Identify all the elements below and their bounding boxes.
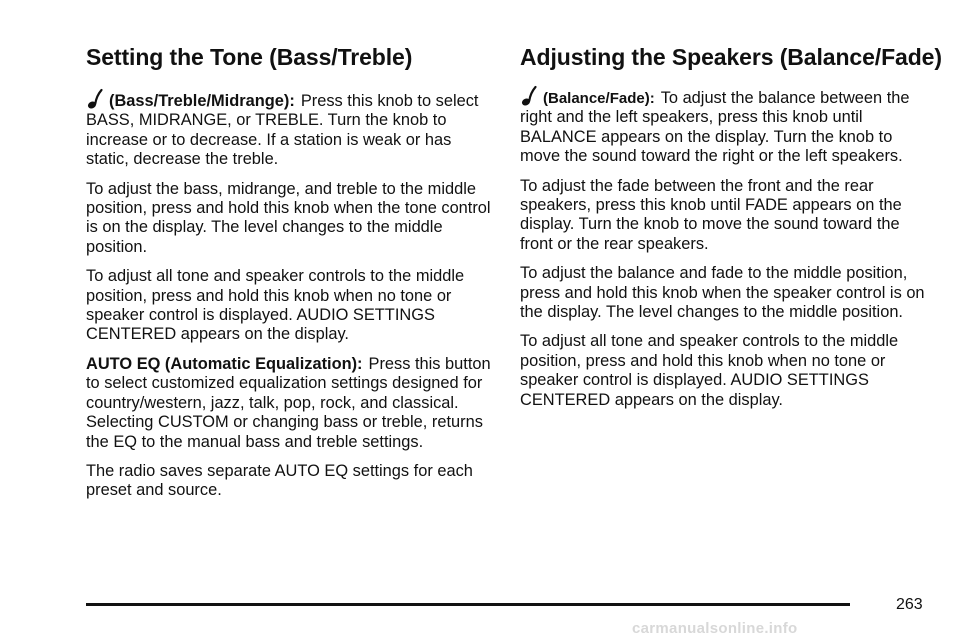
- paragraph-lead: (Balance/Fade):: [543, 90, 655, 107]
- paragraph-balance-fade: [520, 85, 925, 167]
- section-heading-speakers: Adjusting the Speakers (Balance/Fade): [520, 44, 942, 70]
- paragraph-balance-middle: To adjust the balance and fade to the middle position, press and hold this knob when the speaker control is on the display. The level changes to the middle position.: [520, 264, 925, 322]
- paragraph-adjust-all: To adjust all tone and speaker controls to the middle position, press and hold this knob when no tone or speaker control is displayed. AUDIO SETTINGS CENTERED appears on the display.: [520, 332, 899, 409]
- tone-knob-icon: [86, 88, 104, 110]
- paragraph-text: Press this knob to select BASS, MIDRANGE, or TREBLE. Turn the knob to increase or to decrease. If a station is weak or has static, decrease the treble.: [86, 92, 479, 169]
- paragraph-lead: (Bass/Treble/Midrange):: [109, 92, 295, 110]
- left-body: [86, 88, 496, 511]
- paragraph-lead: AUTO EQ (Automatic Equalization):: [86, 354, 363, 373]
- paragraph-adjust-bass: To adjust the bass, midrange, and treble to the middle position, press and hold this knob when the tone control is on the display. The level changes to the middle position.: [86, 179, 491, 256]
- paragraph-bass-treble: [86, 88, 496, 170]
- right-body: [520, 85, 925, 420]
- watermark: carmanualsonline.info: [632, 620, 798, 637]
- paragraph-adjust-all: To adjust all tone and speaker controls to the middle position, press and hold this knob when no tone or speaker control is displayed. AUDIO SETTINGS CENTERED appears on the display.: [86, 267, 465, 344]
- balance-knob-icon: [520, 85, 538, 107]
- paragraph-auto-eq: [86, 355, 496, 452]
- paragraph-fade: To adjust the fade between the front and the rear speakers, press this knob until FADE appears on the display. Turn the knob to move the sound toward the front or the rear speakers.: [520, 176, 902, 253]
- paragraph-text: To adjust the balance between the right and the left speakers, press this knob until BALANCE appears on the display. Turn the knob to move the sound toward the right or the left speakers.: [520, 89, 910, 166]
- paragraph-saves: The radio saves separate AUTO EQ settings for each preset and source.: [86, 461, 473, 500]
- page-number: 263: [896, 596, 923, 613]
- section-heading-tone: Setting the Tone (Bass/Treble): [86, 44, 413, 70]
- paragraph-text: Press this button to select customized equalization settings designed for country/western, jazz, talk, pop, rock, and classical. Selecting CUSTOM or changing bass or treble, returns the EQ to the manual bass and treble settings.: [86, 354, 491, 451]
- footer-rule: [86, 603, 850, 606]
